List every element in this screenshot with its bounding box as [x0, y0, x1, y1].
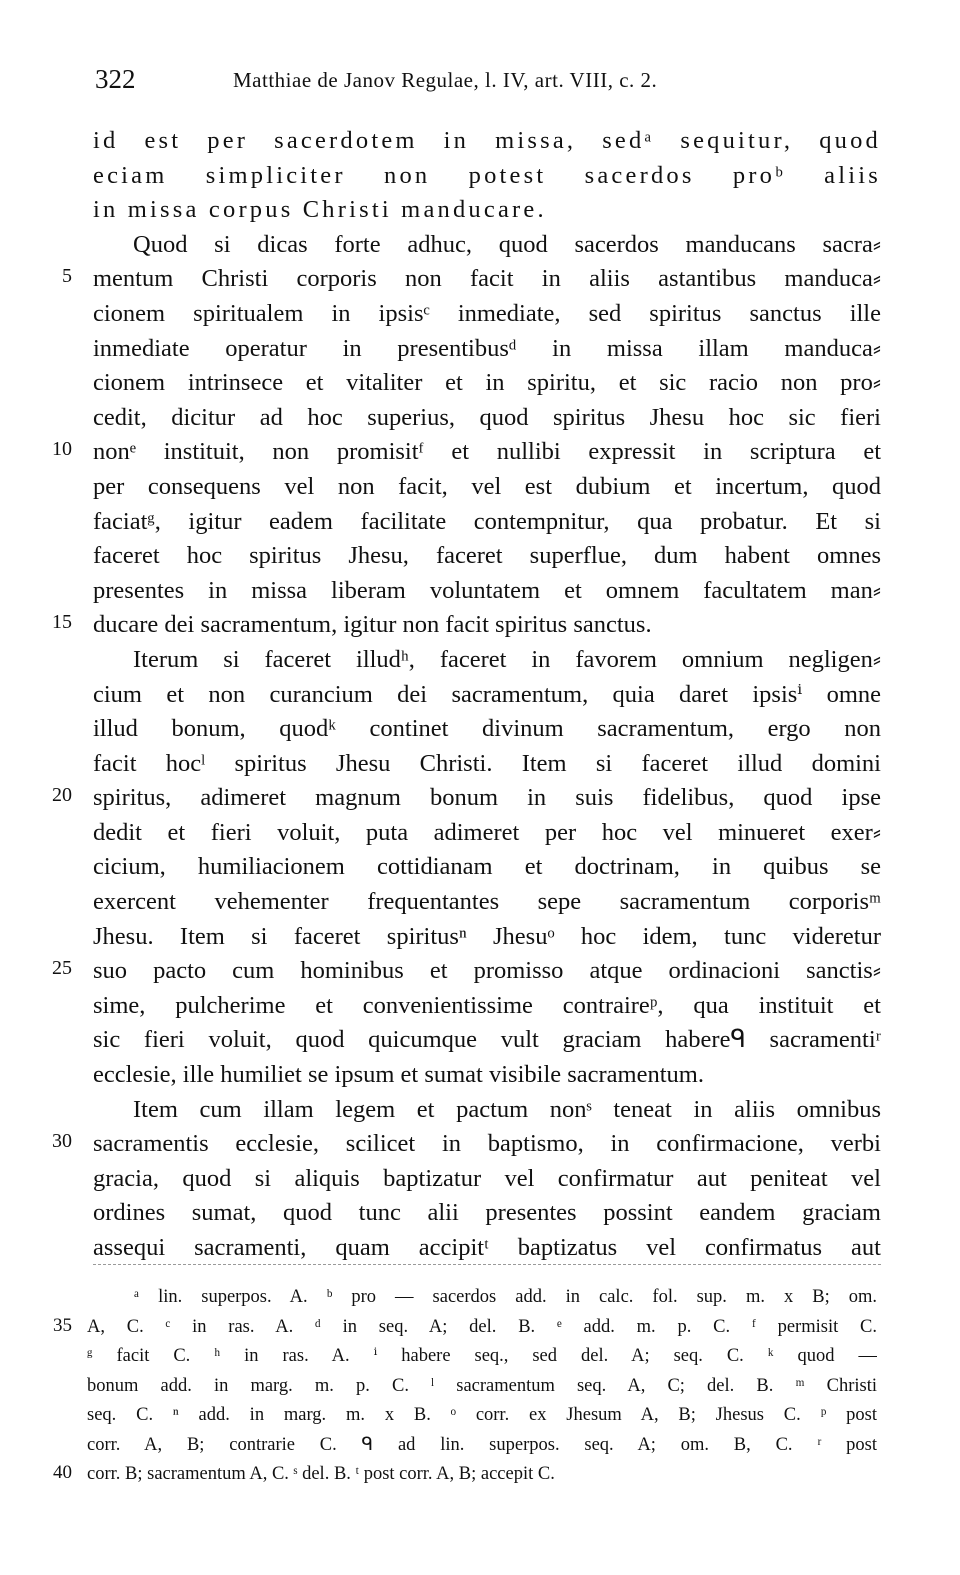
text-line [0, 607, 960, 642]
line-text: ordines sumat, quod tunc alii presentes possint eandem graciam [93, 1199, 881, 1227]
line-text: nonᵉ instituit, non promisitᶠ et nullibi expressit in scriptura et [93, 438, 881, 466]
note-line [0, 1400, 960, 1430]
text-line [0, 123, 960, 158]
footnote-separator [93, 1264, 881, 1265]
line-number: 30 [52, 1130, 72, 1153]
line-number: 20 [52, 784, 72, 807]
line-number: 10 [52, 438, 72, 461]
text-line [0, 1092, 960, 1127]
line-text: Jhesu. Item si faceret spiritusⁿ Jhesuᵒ hoc idem, tunc videretur [93, 922, 881, 950]
line-text: sime, pulcherime et convenientissime contraireᵖ, qua instituit et [93, 991, 881, 1019]
note-line [0, 1312, 960, 1342]
text-line [0, 642, 960, 677]
text-line [0, 988, 960, 1023]
line-text: dedit et fieri voluit, puta adimeret per hoc vel minueret exer⸗ [93, 818, 881, 846]
line-number: 35 [53, 1314, 72, 1336]
line-text: mentum Christi corporis non facit in aliis astantibus manduca⸗ [93, 265, 881, 293]
text-line [0, 331, 960, 366]
text-line [0, 158, 960, 193]
text-line [0, 400, 960, 435]
note-line [0, 1341, 960, 1371]
line-number: 25 [52, 957, 72, 980]
line-text: faceret hoc spiritus Jhesu, faceret superflue, dum habent omnes [93, 542, 881, 570]
line-text: cionem spiritualem in ipsisᶜ inmediate, sed spiritus sanctus ille [93, 299, 881, 327]
text-line [0, 919, 960, 954]
note-text: corr. B; sacramentum A, C. ˢ del. B. ᵗ post corr. A, B; accepit C. [87, 1464, 555, 1484]
line-text: sacramentis ecclesie, scilicet in baptismo, in confirmacione, verbi [93, 1130, 881, 1158]
page-number: 322 [95, 64, 136, 94]
line-text: exercent vehementer frequentantes sepe sacramentum corporisᵐ [93, 888, 881, 916]
text-line [0, 192, 960, 227]
text-line [0, 573, 960, 608]
line-text: Item cum illam legem et pactum nonˢ teneat in aliis omnibus [133, 1095, 881, 1123]
note-text: A, C. ᶜ in ras. A. ᵈ in seq. A; del. B. ᵉ add. m. p. C. ᶠ permisit C. [87, 1316, 877, 1337]
line-text: cicium, humiliacionem cottidianam et doctrinam, in quibus se [93, 853, 881, 881]
text-line [0, 261, 960, 296]
note-line [0, 1430, 960, 1460]
line-text: suo pacto cum hominibus et promisso atque ordinacioni sanctis⸗ [93, 957, 881, 985]
apparatus-notes [0, 1282, 960, 1489]
note-text: seq. C. ⁿ add. in marg. m. x B. ᵒ corr. ex Jhesum A, B; Jhesus C. ᵖ post [87, 1405, 877, 1425]
text-line [0, 815, 960, 850]
line-text: id est per sacerdotem in missa, sedᵃ sequitur, quod [93, 127, 881, 154]
line-text: spiritus, adimeret magnum bonum in suis fidelibus, quod ipse [93, 784, 881, 812]
line-text: facit hocˡ spiritus Jhesu Christi. Item si faceret illud domini [93, 749, 881, 777]
text-line [0, 953, 960, 988]
text-line [0, 1126, 960, 1161]
text-line [0, 227, 960, 262]
text-line [0, 296, 960, 331]
line-text: ducare dei sacramentum, igitur non facit spiritus sanctus. [93, 611, 652, 639]
line-text: Quod si dicas forte adhuc, quod sacerdos manducans sacra⸗ [133, 230, 881, 258]
text-line [0, 1195, 960, 1230]
text-line [0, 849, 960, 884]
note-text: ᵃ lin. superpos. A. ᵇ pro — sacerdos add. in calc. fol. sup. m. x B; om. [134, 1287, 877, 1307]
text-line [0, 434, 960, 469]
text-line [0, 469, 960, 504]
note-line [0, 1282, 960, 1312]
note-line [0, 1371, 960, 1401]
line-text: eciam simpliciter non potest sacerdos proᵇ aliis [93, 161, 881, 189]
line-number: 40 [53, 1462, 72, 1483]
text-line [0, 677, 960, 712]
line-text: inmediate operatur in presentibusᵈ in missa illam manduca⸗ [93, 334, 881, 362]
note-text: bonum add. in marg. m. p. C. ˡ sacramentum seq. A, C; del. B. ᵐ Christi [87, 1375, 877, 1396]
note-text: corr. A, B; contrarie C. ᑫ ad lin. superpos. seq. A; om. B, C. ʳ post [87, 1434, 877, 1455]
text-line [0, 1161, 960, 1196]
line-text: faciatᵍ, igitur eadem facilitate contempnitur, qua probatur. Et si [93, 507, 881, 535]
line-text: assequi sacramenti, quam accipitᵗ baptizatus vel confirmatus aut [93, 1234, 881, 1261]
line-text: per consequens vel non facit, vel est dubium et incertum, quod [93, 472, 881, 500]
text-line [0, 780, 960, 815]
line-text: cium et non curancium dei sacramentum, quia daret ipsisⁱ omne [93, 680, 881, 708]
text-line [0, 365, 960, 400]
line-text: ecclesie, ille humiliet se ipsum et sumat visibile sacramentum. [93, 1061, 704, 1089]
line-text: gracia, quod si aliquis baptizatur vel confirmatur aut peniteat vel [93, 1164, 881, 1192]
line-text: presentes in missa liberam voluntatem et omnem facultatem man⸗ [93, 576, 881, 604]
line-text: illud bonum, quodᵏ continet divinum sacramentum, ergo non [93, 715, 881, 743]
line-text: Iterum si faceret illudʰ, faceret in favorem omnium negligen⸗ [133, 645, 881, 673]
line-text: in missa corpus Christi manducare. [93, 196, 547, 224]
text-line [0, 1230, 960, 1265]
text-line [0, 538, 960, 573]
text-line [0, 504, 960, 539]
text-line [0, 1057, 960, 1092]
line-number: 5 [62, 265, 72, 288]
line-text: cionem intrinsece et vitaliter et in spiritu, et sic racio non pro⸗ [93, 369, 881, 397]
text-line [0, 1022, 960, 1057]
text-line [0, 711, 960, 746]
line-text: sic fieri voluit, quod quicumque vult graciam habereᑫ sacramentiʳ [93, 1026, 881, 1054]
main-text [0, 123, 960, 1265]
note-line [0, 1459, 960, 1489]
text-line [0, 746, 960, 781]
text-line [0, 884, 960, 919]
note-text: ᵍ facit C. ʰ in ras. A. ⁱ habere seq., sed del. A; seq. C. ᵏ quod — [87, 1346, 877, 1366]
running-head: Matthiae de Janov Regulae, l. IV, art. VIII, c. 2. [233, 68, 658, 92]
line-text: cedit, dicitur ad hoc superius, quod spiritus Jhesu hoc sic fieri [93, 403, 881, 431]
page-header [0, 58, 960, 98]
line-number: 15 [52, 611, 72, 634]
